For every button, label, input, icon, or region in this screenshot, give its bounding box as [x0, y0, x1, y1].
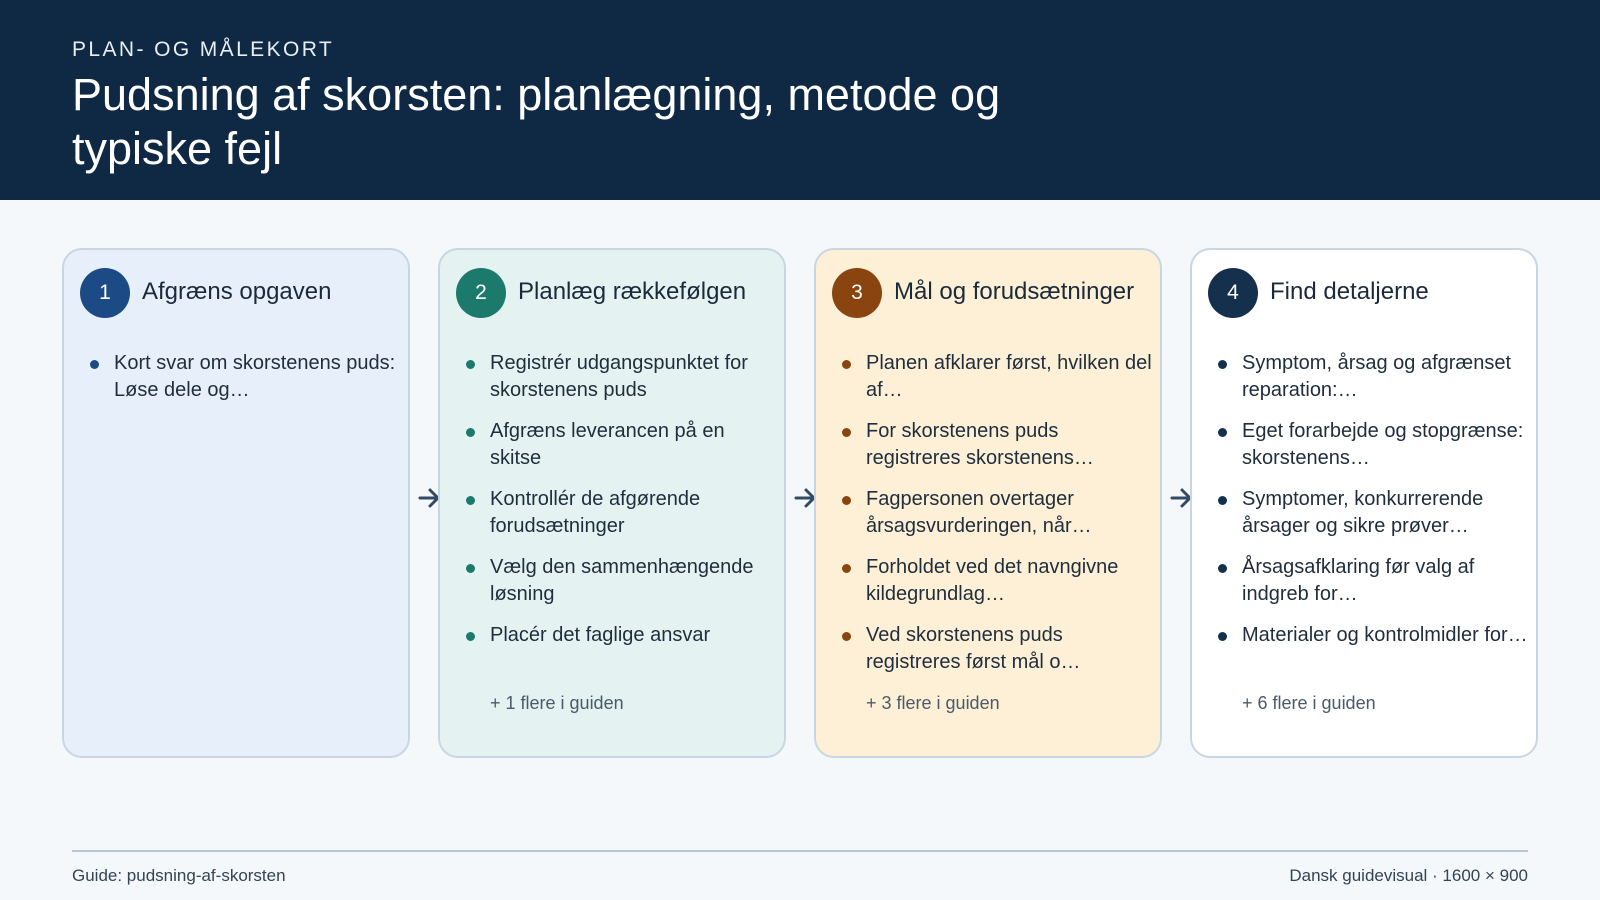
footer-divider: [72, 850, 1528, 852]
step-title: Find detaljerne: [1270, 278, 1429, 305]
bullet-item: [842, 418, 1152, 472]
bullet-dot-icon: [842, 360, 851, 369]
bullet-text: Registrér udgangspunktet for skorstenens puds: [490, 352, 748, 401]
bullet-dot-icon: [1218, 496, 1227, 505]
bullet-dot-icon: [1218, 564, 1227, 573]
bullet-item: [1218, 622, 1528, 649]
bullet-item: [466, 486, 776, 540]
bullet-dot-icon: [842, 496, 851, 505]
more-in-guide-link[interactable]: + 1 flere i guiden: [490, 693, 624, 713]
bullet-text: Materialer og kontrolmidler for…: [1242, 624, 1528, 646]
page-title: Pudsning af skorsten: planlægning, metode og typiske fejl: [72, 69, 1001, 174]
bullet-dot-icon: [466, 496, 475, 505]
bullet-item: [466, 622, 776, 649]
bullet-dot-icon: [842, 564, 851, 573]
step-number-badge: 2: [456, 268, 506, 318]
more-in-guide-link[interactable]: + 3 flere i guiden: [866, 693, 1000, 713]
step-number-badge: 3: [832, 268, 882, 318]
bullet-item: [466, 418, 776, 472]
bullet-dot-icon: [466, 360, 475, 369]
bullet-text: Symptomer, konkurrerende årsager og sikre prøver…: [1242, 488, 1484, 537]
footer-guide-label: Guide: pudsning-af-skorsten: [72, 866, 286, 885]
footer-meta-label: Dansk guidevisual · 1600 × 900: [1289, 866, 1528, 885]
step-number-badge: 4: [1208, 268, 1258, 318]
bullet-dot-icon: [466, 428, 475, 437]
bullet-item: [842, 622, 1152, 676]
bullet-text: Placér det faglige ansvar: [490, 624, 711, 646]
bullet-dot-icon: [1218, 632, 1227, 641]
bullet-dot-icon: [466, 564, 475, 573]
bullet-text: Årsagsafklaring før valg af indgreb for…: [1242, 556, 1475, 605]
bullet-item: [842, 350, 1152, 404]
bullet-item: [1218, 350, 1528, 404]
step-card-3: [814, 248, 1162, 758]
bullet-dot-icon: [90, 360, 99, 369]
bullet-item: [842, 486, 1152, 540]
bullet-dot-icon: [466, 632, 475, 641]
step-bullet-list: [842, 350, 1152, 690]
bullet-dot-icon: [842, 428, 851, 437]
bullet-text: For skorstenens puds registreres skorstenens…: [866, 420, 1094, 469]
bullet-item: [466, 554, 776, 608]
step-title: Planlæg rækkefølgen: [518, 278, 747, 305]
step-card-2: [438, 248, 786, 758]
bullet-text: Symptom, årsag og afgrænset reparation:…: [1242, 352, 1512, 401]
bullet-item: [466, 350, 776, 404]
bullet-text: Vælg den sammenhængende løsning: [490, 556, 754, 605]
bullet-text: Eget forarbejde og stopgrænse: skorstenens…: [1242, 420, 1524, 469]
header: [0, 0, 1600, 200]
eyebrow-label: PLAN- OG MÅLEKORT: [72, 38, 335, 61]
bullet-item: [1218, 554, 1528, 608]
bullet-text: Kort svar om skorstenens puds: Løse dele og…: [114, 352, 396, 401]
bullet-item: [1218, 418, 1528, 472]
bullet-dot-icon: [842, 632, 851, 641]
step-bullet-list: [466, 350, 776, 663]
step-title: Afgræns opgaven: [142, 278, 332, 305]
bullet-text: Afgræns leverancen på en skitse: [490, 420, 725, 469]
bullet-item: [842, 554, 1152, 608]
bullet-item: [90, 350, 400, 404]
step-bullet-list: [90, 350, 400, 418]
step-flow: [62, 248, 1538, 758]
step-number-badge: 1: [80, 268, 130, 318]
bullet-text: Planen afklarer først, hvilken del af…: [866, 352, 1152, 401]
step-title: Mål og forudsætninger: [894, 278, 1135, 305]
step-card-4: [1190, 248, 1538, 758]
bullet-dot-icon: [1218, 360, 1227, 369]
step-card-1: [62, 248, 410, 758]
bullet-text: Ved skorstenens puds registreres først mål o…: [866, 624, 1081, 673]
bullet-dot-icon: [1218, 428, 1227, 437]
more-in-guide-link[interactable]: + 6 flere i guiden: [1242, 693, 1376, 713]
bullet-text: Fagpersonen overtager årsagsvurderingen, når…: [866, 488, 1092, 537]
bullet-text: Kontrollér de afgørende forudsætninger: [490, 488, 701, 537]
bullet-text: Forholdet ved det navngivne kildegrundlag…: [866, 556, 1119, 605]
bullet-item: [1218, 486, 1528, 540]
step-bullet-list: [1218, 350, 1528, 663]
